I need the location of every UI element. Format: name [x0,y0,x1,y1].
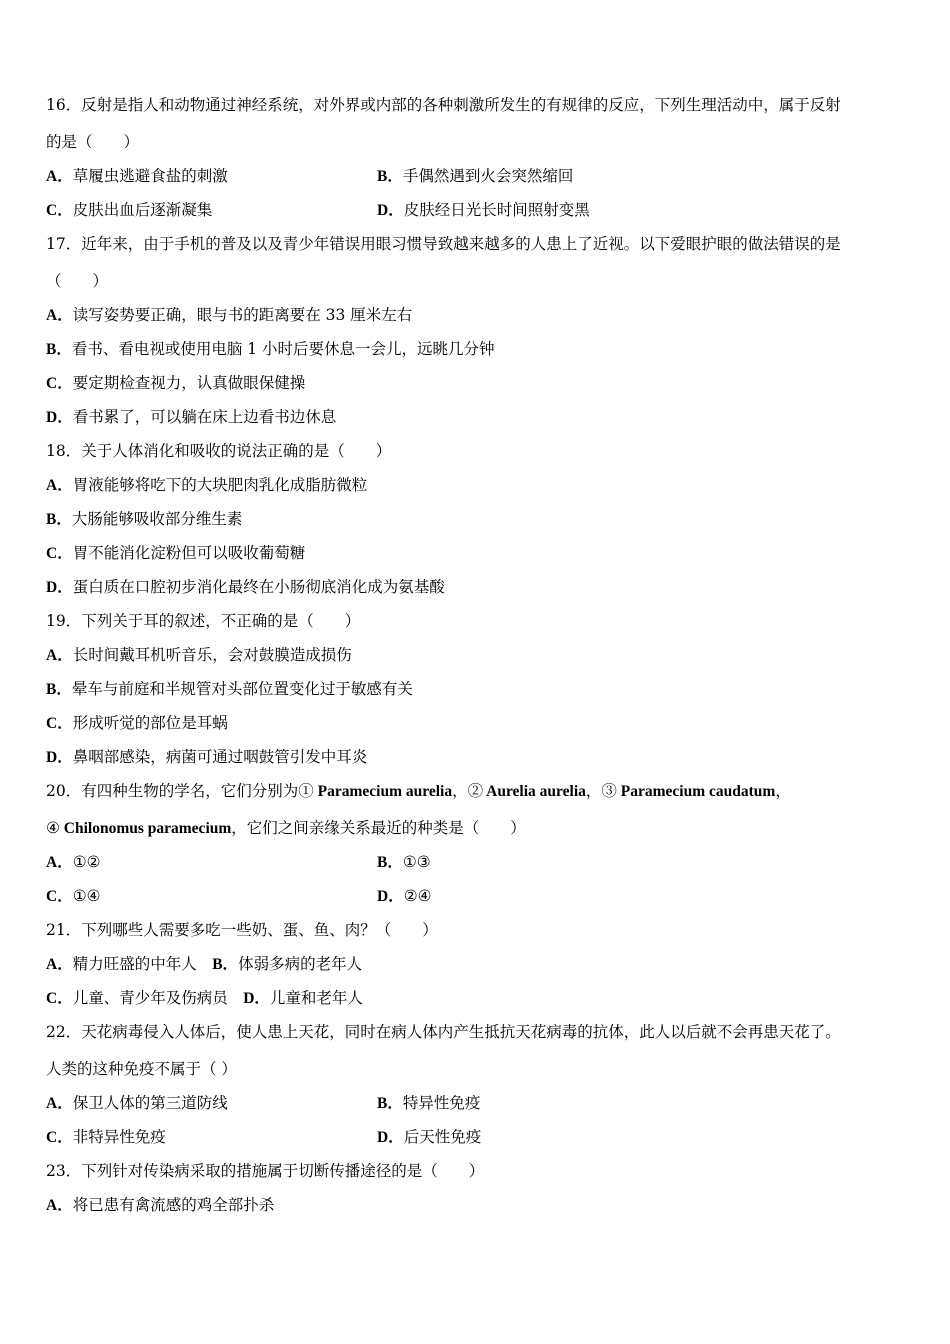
question-16-stem: 16．反射是指人和动物通过神经系统，对外界或内部的各种刺激所发生的有规律的反应，下列生理活动中，属于反射 [46,96,841,114]
option-b: B．晕车与前庭和半规管对头部位置变化过于敏感有关 [46,680,413,698]
question-17-stem-cont: （ ） [46,272,109,290]
question-16-options-row1 [46,167,906,185]
option-c: C．非特异性免疫 [46,1128,166,1146]
option-b: B．特异性免疫 [377,1094,481,1112]
question-23-stem: 23．下列针对传染病采取的措施属于切断传播途径的是（ ） [46,1162,485,1180]
question-20-options-row1 [46,853,906,871]
option-a: A．胃液能够将吃下的大块肥肉乳化成脂肪微粒 [46,476,368,494]
option-a: A．草履虫逃避食盐的刺激 [46,167,228,185]
question-20-options-row2 [46,887,906,905]
question-21-stem: 21．下列哪些人需要多吃一些奶、蛋、鱼、肉？（ ） [46,921,438,939]
option-b: B．手偶然遇到火会突然缩回 [377,167,574,185]
option-c: C．儿童、青少年及伤病员 [46,989,244,1007]
question-21-options-row2 [46,989,906,1007]
option-b: B．体弱多病的老年人 [212,955,363,973]
question-22-options-row1 [46,1094,906,1112]
option-d: D．皮肤经日光长时间照射变黑 [377,201,590,219]
option-c: C．要定期检查视力，认真做眼保健操 [46,374,306,392]
option-c: C．胃不能消化淀粉但可以吸收葡萄糖 [46,544,306,562]
option-c: C．①④ [46,887,101,905]
option-d: D．儿童和老年人 [243,989,363,1007]
exam-page [46,96,906,1214]
question-22-options-row2 [46,1128,906,1146]
question-17-stem: 17．近年来，由于手机的普及以及青少年错误用眼习惯导致越来越多的人患上了近视。以下爱眼护眼的做法错误的是 [46,235,841,253]
option-c: C．皮肤出血后逐渐凝集 [46,201,213,219]
option-d: D．蛋白质在口腔初步消化最终在小肠彻底消化成为氨基酸 [46,578,445,596]
option-a: A．①② [46,853,101,871]
question-18-stem: 18．关于人体消化和吸收的说法正确的是（ ） [46,442,392,460]
option-a: A．保卫人体的第三道防线 [46,1094,228,1112]
question-16-stem-cont: 的是（ ） [46,133,140,151]
option-d: D．后天性免疫 [377,1128,482,1146]
option-c: C．形成听觉的部位是耳蜗 [46,714,228,732]
option-d: D．②④ [377,887,432,905]
question-21-options-row1 [46,955,906,973]
question-22-stem: 22．天花病毒侵入人体后，使人患上天花，同时在病人体内产生抵抗天花病毒的抗体，此人以后就不会再患天花了。 [46,1023,841,1041]
option-d: D．看书累了，可以躺在床上边看书边休息 [46,408,337,426]
question-20-stem: 20．有四种生物的学名，它们分别为① Paramecium aurelia，② Aurelia aurelia，③ Paramecium caudatum， [46,782,791,800]
option-a: A．读写姿势要正确，眼与书的距离要在 33 厘米左右 [46,306,413,324]
option-a: A．精力旺盛的中年人 [46,955,213,973]
question-22-stem-cont: 人类的这种免疫不属于（ ） [46,1060,237,1078]
option-d: D．鼻咽部感染，病菌可通过咽鼓管引发中耳炎 [46,748,368,766]
question-20-stem-cont: ④ Chilonomus paramecium，它们之间亲缘关系最近的种类是（ ） [46,819,526,837]
option-b: B．看书、看电视或使用电脑 1 小时后要休息一会儿，远眺几分钟 [46,340,495,358]
option-b: B．大肠能够吸收部分维生素 [46,510,243,528]
option-a: A．长时间戴耳机听音乐，会对鼓膜造成损伤 [46,646,352,664]
option-b: B．①③ [377,853,431,871]
question-16-options-row2 [46,201,906,219]
question-19-stem: 19．下列关于耳的叙述，不正确的是（ ） [46,612,361,630]
option-a: A．将已患有禽流感的鸡全部扑杀 [46,1196,275,1214]
